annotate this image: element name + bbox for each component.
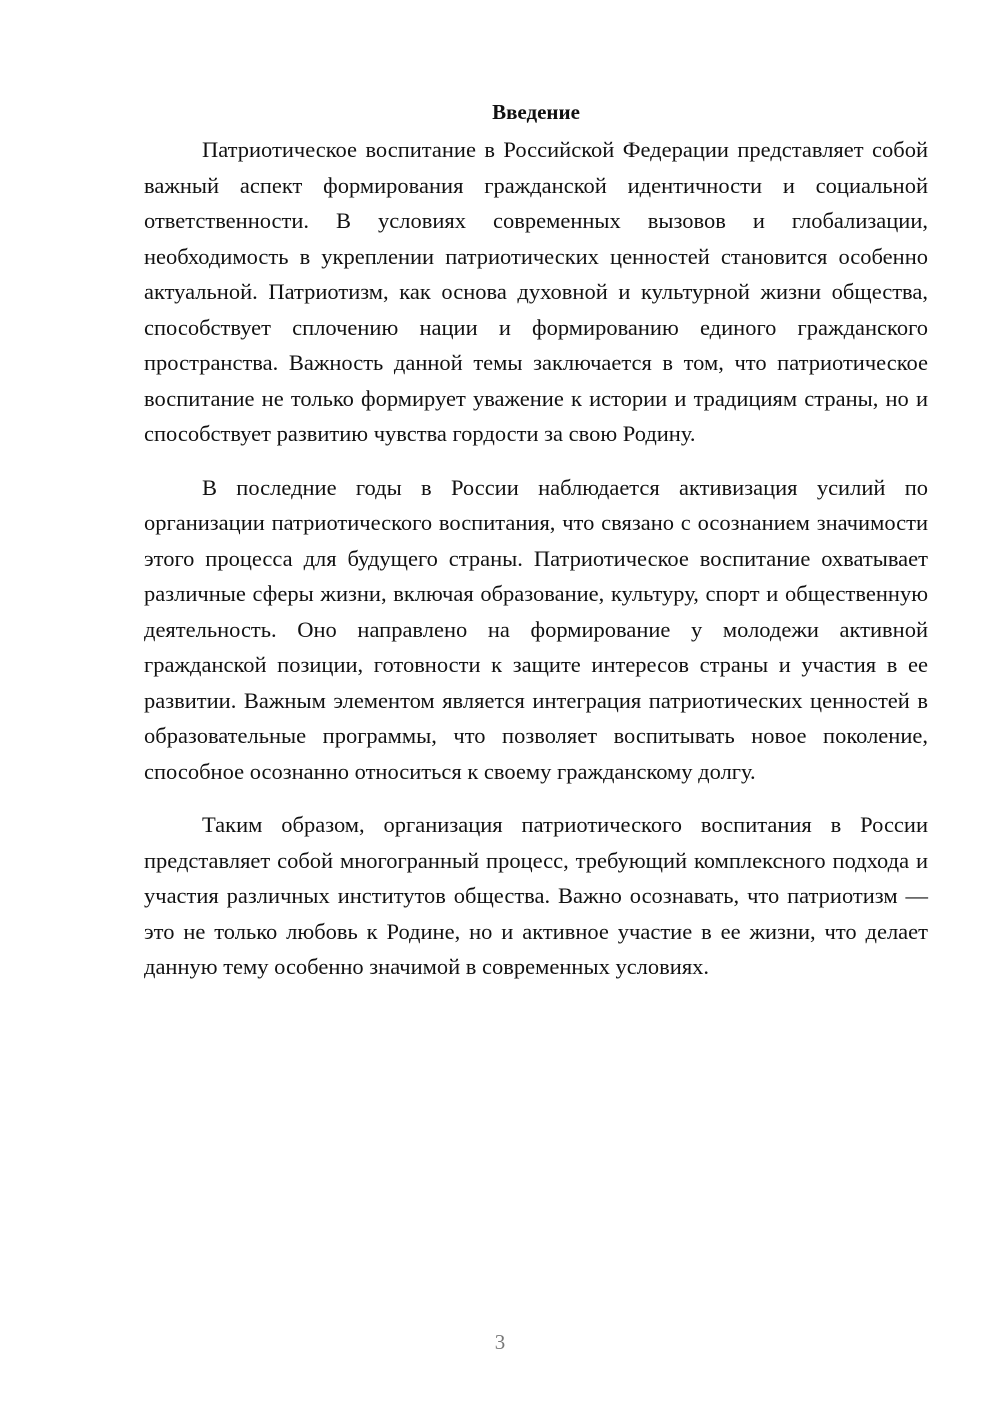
page-content	[144, 96, 928, 1003]
page-number: 3	[494, 1330, 506, 1354]
paragraph-3: Таким образом, организация патриотического воспитания в России представляет собой многогранный процесс, требующий комплексного подхода и участия различных институтов общества. Важно осознавать, что патриотизм — это не только любовь к Родине, но и активное участие в ее жизни, что делает данную тему особенно значимой в современных условиях.	[144, 812, 928, 979]
paragraph-2: В последние годы в России наблюдается активизация усилий по организации патриотического воспитания, что связано с осознанием значимости этого процесса для будущего страны. Патриотическое воспитание охватывает различные сферы жизни, включая образование, культуру, спорт и общественную деятельность. Оно направлено на формирование у молодежи активной гражданской позиции, готовности к защите интересов страны и участия в ее развитии. Важным элементом является интеграция патриотических ценностей в образовательные программы, что позволяет воспитывать новое поколение, способное осознанно относиться к своему гражданскому долгу.	[144, 474, 928, 784]
section-title: Введение	[492, 100, 580, 124]
paragraph-1: Патриотическое воспитание в Российской Федерации представляет собой важный аспект формирования гражданской идентичности и социальной ответственности. В условиях современных вызовов и глобализации, необходимость в укреплении патриотических ценностей становится особенно актуальной. Патриотизм, как основа духовной и культурной жизни общества, способствует сплочению нации и формированию единого гражданского пространства. Важность данной темы заключается в том, что патриотическое воспитание не только формирует уважение к истории и традициям страны, но и способствует развитию чувства гордости за свою Родину.	[144, 137, 928, 446]
